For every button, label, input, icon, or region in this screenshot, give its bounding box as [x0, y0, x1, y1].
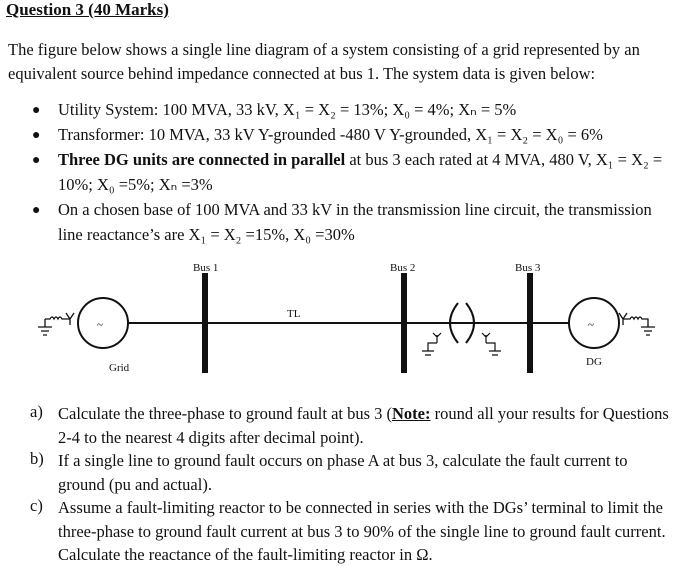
grid-ground-icon: [38, 313, 74, 335]
bullet-line: On a chosen base of 100 MVA and 33 kV in the transmission line circuit, the transmission line reactance’s are X₁ = X₂ =15%, X₀ =30%: [58, 200, 652, 244]
question-a-text-end: round all your results for Questions 2-4 to the nearest 4 digits after decimal point).: [58, 404, 669, 447]
bus-1-label: Bus 1: [193, 262, 219, 274]
svg-text:~: ~: [97, 319, 103, 331]
bus-3-label: Bus 3: [515, 262, 541, 274]
intro-line-1: The figure below shows a single line diagram of a system consisting of a grid represented by an: [8, 40, 640, 59]
dg-label: DG: [586, 356, 602, 368]
question-a-label: a): [30, 402, 43, 421]
intro-line-2: equivalent source behind impedance connected at bus 1. The system data is given below:: [8, 64, 596, 83]
single-line-diagram: [0, 255, 684, 385]
bullet-dg-bold: Three DG units are connected in parallel: [58, 150, 346, 169]
question-heading: Question 3 (40 Marks): [6, 0, 169, 19]
bullet-icon: ●: [32, 103, 41, 118]
bullet-utility: Utility System: 100 MVA, 33 kV, X₁ = X₂ = 13%; X₀ = 4%; Xₙ = 5%: [58, 100, 517, 119]
dg-source-icon: [569, 298, 619, 348]
question-b-label: b): [30, 449, 44, 468]
bullet-dg: [58, 148, 678, 197]
bullet-dg-text: at bus 3 each rated at 4 MVA, 480 V, X₁ = X₂ = 10%; X₀ =5%; Xₙ =3%: [58, 150, 663, 194]
dg-ground-icon: [619, 313, 655, 335]
question-c-label: c): [30, 496, 43, 515]
grid-label: Grid: [109, 362, 130, 374]
note-label: Note:: [392, 404, 431, 423]
question-a-text: Calculate the three-phase to ground fault at bus 3 (: [58, 404, 393, 423]
bus-2: [401, 273, 407, 373]
transformer-icon: [422, 303, 501, 355]
grid-source-icon: [78, 298, 128, 348]
bullet-icon: ●: [32, 203, 41, 218]
question-a: [58, 402, 678, 449]
tl-label: TL: [287, 308, 301, 320]
bus-2-label: Bus 2: [390, 262, 416, 274]
question-b: If a single line to ground fault occurs on phase A at bus 3, calculate the fault current to ground (pu and actual).: [58, 451, 628, 494]
bullet-icon: ●: [32, 153, 41, 168]
bus-1: [202, 273, 208, 373]
bullet-transformer: Transformer: 10 MVA, 33 kV Y-grounded -480 V Y-grounded, X₁ = X₂ = X₀ = 6%: [58, 125, 603, 144]
svg-text:~: ~: [588, 319, 594, 331]
bullet-icon: ●: [32, 128, 41, 143]
bus-3: [527, 273, 533, 373]
question-c: Assume a fault-limiting reactor to be connected in series with the DGs’ terminal to limit the three-phase to ground fault current at bus 3 to 90% of the single line to ground fault current. Calculate the reactance of the fault-limiting reactor in Ω.: [58, 498, 666, 564]
